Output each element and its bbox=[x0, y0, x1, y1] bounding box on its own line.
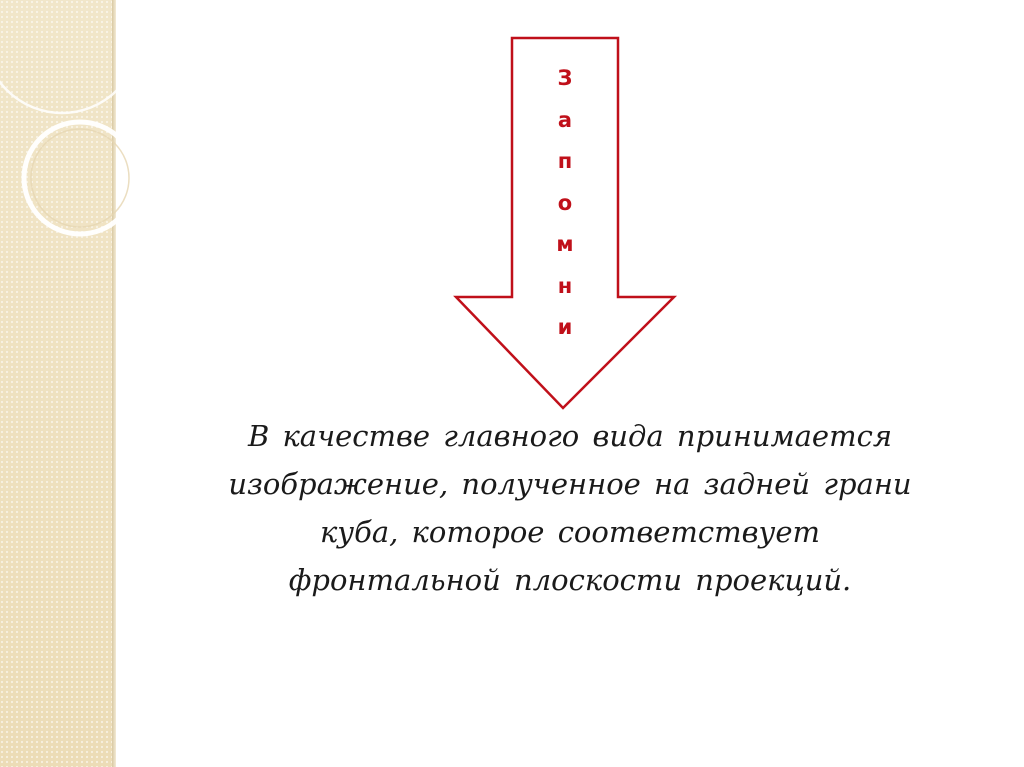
ring-decoration-icon bbox=[0, 0, 130, 260]
ring-large bbox=[0, 0, 130, 113]
memo-letter: З bbox=[557, 66, 573, 90]
statement-line: В качестве главного вида принимается bbox=[247, 419, 893, 453]
memo-letter: а bbox=[557, 107, 573, 132]
memo-letter: о bbox=[557, 190, 573, 215]
memo-letter: н bbox=[557, 273, 573, 298]
main-statement bbox=[170, 412, 970, 604]
ring-small bbox=[24, 122, 130, 234]
memo-letter: м bbox=[556, 232, 574, 256]
ring-small-inner bbox=[31, 129, 129, 227]
memo-vertical-word bbox=[545, 58, 585, 349]
memo-letter: и bbox=[557, 315, 573, 339]
statement-line: фронтальной плоскости проекций. bbox=[288, 563, 852, 597]
statement-line: изображение, полученное на задней грани bbox=[228, 467, 912, 501]
memo-letter: п bbox=[557, 149, 573, 173]
statement-line: куба, которое соответствует bbox=[319, 515, 820, 549]
